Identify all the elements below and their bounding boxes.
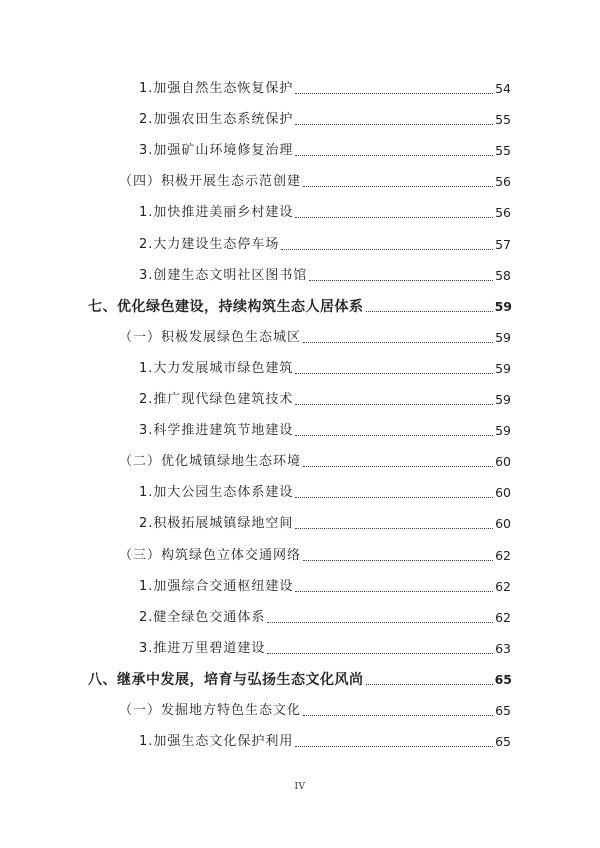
toc-entry-title: （一）发掘地方特色生态文化 xyxy=(119,703,302,718)
toc-subsection-entry[interactable] xyxy=(139,358,511,378)
toc-entry-title: 1.加快推进美丽乡村建设 xyxy=(139,205,294,221)
toc-page-number: 60 xyxy=(495,516,511,532)
toc-entry-title: （一）积极发展绿色生态城区 xyxy=(119,329,302,345)
toc-page-number: 63 xyxy=(495,640,511,656)
toc-entry-title: 3.科学推进建筑节地建设 xyxy=(139,423,294,439)
toc-entry-title: 2.推广现代绿色建筑技术 xyxy=(139,392,294,407)
toc-dot-leader xyxy=(295,217,493,218)
toc-subsection-entry[interactable] xyxy=(139,576,511,596)
toc-dot-leader xyxy=(303,560,493,561)
toc-subsection-entry[interactable] xyxy=(139,638,511,658)
toc-dot-leader xyxy=(295,497,493,498)
toc-dot-leader xyxy=(295,528,493,529)
toc-dot-leader xyxy=(267,622,493,623)
toc-entry-title: 1.加强自然生态恢复保护 xyxy=(139,81,294,96)
toc-subsection-entry[interactable] xyxy=(139,109,511,129)
toc-chapter-entry[interactable] xyxy=(88,669,512,689)
toc-entry-title: （四）积极开展生态示范创建 xyxy=(119,174,302,190)
page-number: IV xyxy=(294,782,306,792)
toc-subsection-entry[interactable] xyxy=(139,234,511,254)
toc-dot-leader xyxy=(295,746,493,747)
toc-entry-title: 3.推进万里碧道建设 xyxy=(139,640,266,656)
toc-subsection-entry[interactable] xyxy=(139,731,511,751)
toc-subsection-entry[interactable] xyxy=(139,513,511,533)
toc-chapter-entry[interactable] xyxy=(88,296,512,316)
toc-section-entry[interactable] xyxy=(119,545,511,565)
toc-entry-title: 2.健全绿色交通体系 xyxy=(139,609,266,625)
toc-page-number: 62 xyxy=(495,578,511,594)
toc-page-number: 57 xyxy=(495,236,511,252)
toc-page-number: 65 xyxy=(495,734,511,750)
toc-page-number: 56 xyxy=(495,205,511,221)
toc-page-number: 60 xyxy=(495,454,511,470)
toc-page-number: 56 xyxy=(495,174,511,190)
toc-dot-leader xyxy=(309,280,493,281)
toc-subsection-entry[interactable] xyxy=(139,265,511,285)
toc-page-number: 59 xyxy=(495,360,511,376)
toc-dot-leader xyxy=(281,249,493,250)
toc-entry-title: 八、继承中发展，培育与弘扬生态文化风尚 xyxy=(88,671,364,688)
toc-page-number: 55 xyxy=(495,112,511,128)
toc-page-number: 62 xyxy=(495,547,511,563)
toc-page-number: 59 xyxy=(494,298,512,314)
toc-entry-title: （三）构筑绿色立体交通网络 xyxy=(119,547,302,563)
toc-section-entry[interactable] xyxy=(119,171,511,191)
toc-dot-leader xyxy=(295,373,493,374)
toc-page-number: 59 xyxy=(495,329,511,345)
toc-dot-leader xyxy=(295,591,493,592)
toc-entry-title: 七、优化绿色建设，持续构筑生态人居体系 xyxy=(88,298,364,315)
toc-section-entry[interactable] xyxy=(119,451,511,471)
toc-section-entry[interactable] xyxy=(119,700,511,720)
toc-dot-leader xyxy=(303,466,493,467)
toc-dot-leader xyxy=(366,311,493,312)
toc-page-number: 65 xyxy=(495,703,511,718)
toc-dot-leader xyxy=(303,715,493,716)
toc-dot-leader xyxy=(295,124,493,125)
toc-subsection-entry[interactable] xyxy=(139,420,511,440)
toc-dot-leader xyxy=(295,93,493,94)
toc-section-entry[interactable] xyxy=(119,327,511,347)
toc-entry-title: 3.创建生态文明社区图书馆 xyxy=(139,267,308,283)
toc-dot-leader xyxy=(303,342,493,343)
toc-entry-title: 2.加强农田生态系统保护 xyxy=(139,112,294,128)
toc-entry-title: 1.加大公园生态体系建设 xyxy=(139,485,294,501)
toc-subsection-entry[interactable] xyxy=(139,482,511,502)
toc-subsection-entry[interactable] xyxy=(139,202,511,222)
toc-subsection-entry[interactable] xyxy=(139,140,511,160)
toc-entry-title: （二）优化城镇绿地生态环境 xyxy=(119,454,302,470)
toc-entry-title: 2.大力建设生态停车场 xyxy=(139,236,280,252)
toc-entry-title: 1.加强生态文化保护利用 xyxy=(139,734,294,750)
toc-dot-leader xyxy=(366,684,493,685)
toc-subsection-entry[interactable] xyxy=(139,607,511,627)
toc-page-number: 62 xyxy=(495,609,511,625)
toc-dot-leader xyxy=(295,404,493,405)
toc-subsection-entry[interactable] xyxy=(139,389,511,409)
toc-dot-leader xyxy=(267,653,493,654)
toc-dot-leader xyxy=(295,155,493,156)
toc-page-number: 58 xyxy=(495,267,511,283)
toc-page-number: 54 xyxy=(495,81,511,96)
toc-page-number: 59 xyxy=(495,423,511,439)
toc-dot-leader xyxy=(303,186,493,187)
toc-dot-leader xyxy=(295,435,493,436)
toc-entry-title: 3.加强矿山环境修复治理 xyxy=(139,143,294,159)
toc-entry-title: 2.积极拓展城镇绿地空间 xyxy=(139,516,294,532)
toc-page-number: 55 xyxy=(495,143,511,159)
toc-subsection-entry[interactable] xyxy=(139,78,511,98)
toc-entry-title: 1.大力发展城市绿色建筑 xyxy=(139,360,294,376)
toc-entry-title: 1.加强综合交通枢纽建设 xyxy=(139,578,294,594)
toc-page-number: 60 xyxy=(495,485,511,501)
toc-page-number: 65 xyxy=(494,671,512,687)
toc-page-number: 59 xyxy=(495,392,511,407)
